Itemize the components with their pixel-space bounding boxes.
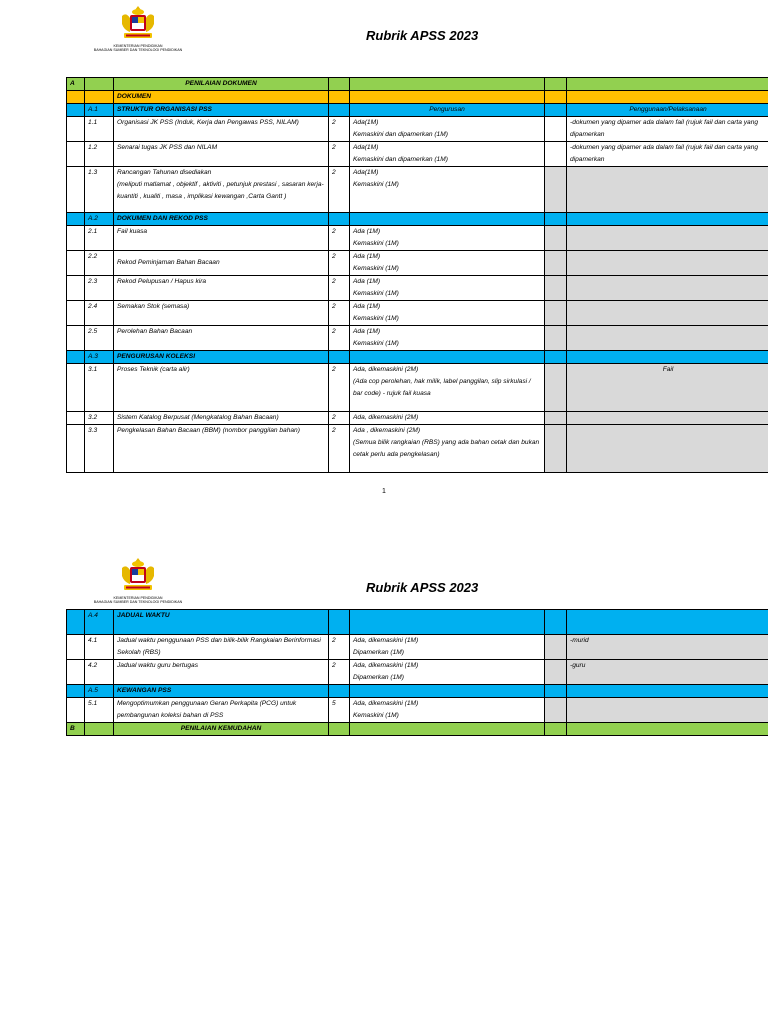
- group-row-a3: [67, 351, 768, 364]
- group-code: A.2: [85, 213, 114, 226]
- page-number: 1: [382, 488, 386, 495]
- item-mark: 2: [329, 142, 350, 167]
- section-b-row: [67, 723, 768, 736]
- item-criteria: Ada(1M) Kemaskini dan dipamerkan (1M): [350, 117, 545, 142]
- item-description: Organisasi JK PSS (Induk, Kerja dan Pengawas PSS, NILAM): [114, 117, 329, 142]
- item-usage: -guru: [567, 660, 768, 685]
- item-criteria: Ada, dikemaskini (1M) Dipamerkan (1M): [350, 660, 545, 685]
- item-description: Rekod Peminjaman Bahan Bacaan: [114, 251, 329, 276]
- item-number: 2.4: [85, 301, 114, 326]
- item-criteria: Ada (1M) Kemaskini (1M): [350, 326, 545, 351]
- division-name: BAHAGIAN SUMBER DAN TEKNOLOGI PENDIDIKAN: [93, 48, 183, 53]
- item-usage: -murid: [567, 635, 768, 660]
- item-number: 3.1: [85, 364, 114, 412]
- ministry-logo: [84, 4, 192, 60]
- table-row: [67, 251, 768, 276]
- group-code: A.1: [85, 104, 114, 117]
- column-header-pengurusan: Pengurusan: [350, 104, 545, 117]
- item-description: Proses Teknik (carta alir): [114, 364, 329, 412]
- item-number: 2.3: [85, 276, 114, 301]
- table-row: [67, 660, 768, 685]
- item-mark: 2: [329, 364, 350, 412]
- rubric-table-page2: [66, 609, 768, 736]
- group-row-a2: [67, 213, 768, 226]
- group-row-a4: [67, 610, 768, 635]
- ministry-name: KEMENTERIAN PENDIDIKAN: [113, 596, 163, 600]
- item-description: Mengoptimumkan penggunaan Geran Perkapita (PCG) untuk pembangunan koleksi bahan di PSS: [114, 698, 329, 723]
- table-row: [67, 635, 768, 660]
- item-number: 1.1: [85, 117, 114, 142]
- group-row-a1: [67, 104, 768, 117]
- item-mark: 2: [329, 276, 350, 301]
- item-description: Rekod Pelupusan / Hapus kira: [114, 276, 329, 301]
- item-number: 4.2: [85, 660, 114, 685]
- coat-of-arms-icon: [118, 4, 158, 42]
- table-row: [67, 326, 768, 351]
- item-mark: 2: [329, 167, 350, 213]
- item-mark: 2: [329, 412, 350, 425]
- item-usage: -dokumen yang dipamer ada dalam fail (rujuk fail dan carta yang dipamerkan: [567, 142, 768, 167]
- section-title: PENILAIAN DOKUMEN: [114, 78, 329, 91]
- section-title: PENILAIAN KEMUDAHAN: [114, 723, 329, 736]
- item-criteria: Ada (1M) Kemaskini (1M): [350, 276, 545, 301]
- item-criteria: Ada (1M) Kemaskini (1M): [350, 301, 545, 326]
- item-mark: 2: [329, 251, 350, 276]
- rubric-table-page1: [66, 77, 768, 473]
- table-row: [67, 425, 768, 473]
- item-usage: Fail: [567, 364, 768, 412]
- section-a-row: [67, 78, 768, 91]
- item-mark: 2: [329, 226, 350, 251]
- section-code: A: [67, 78, 85, 91]
- item-criteria: Ada (1M) Kemaskini (1M): [350, 226, 545, 251]
- item-mark: 2: [329, 301, 350, 326]
- item-description: Sistem Katalog Berpusat (Mengkatalog Bahan Bacaan): [114, 412, 329, 425]
- subsection-row: [67, 91, 768, 104]
- item-number: 3.2: [85, 412, 114, 425]
- item-number: 2.2: [85, 251, 114, 276]
- table-row: [67, 226, 768, 251]
- item-criteria: Ada(1M) Kemaskini dan dipamerkan (1M): [350, 142, 545, 167]
- item-criteria: Ada , dikemaskini (2M) (Semua bilik rangkaian (RBS) yang ada bahan cetak dan bukan cetak perlu ada pengkelasan): [350, 425, 545, 473]
- group-code: A.5: [85, 685, 114, 698]
- item-number: 2.1: [85, 226, 114, 251]
- group-title: PENGURUSAN KOLEKSI: [114, 351, 329, 364]
- coat-of-arms-icon: [118, 556, 158, 594]
- item-description: Perolehan Bahan Bacaan: [114, 326, 329, 351]
- section-code: B: [67, 723, 85, 736]
- item-criteria: Ada, dikemaskini (1M) Kemaskini (1M): [350, 698, 545, 723]
- item-number: 5.1: [85, 698, 114, 723]
- item-criteria: Ada, dikemaskini (2M): [350, 412, 545, 425]
- division-name: BAHAGIAN SUMBER DAN TEKNOLOGI PENDIDIKAN: [93, 600, 183, 605]
- item-description: Jadual waktu penggunaan PSS dan bilik-bilik Rangkaian Berinformasi Sekolah (RBS): [114, 635, 329, 660]
- table-row: [67, 142, 768, 167]
- item-mark: 2: [329, 117, 350, 142]
- table-row: [67, 276, 768, 301]
- document-title: Rubrik APSS 2023: [366, 28, 479, 43]
- item-mark: 2: [329, 326, 350, 351]
- item-number: 1.3: [85, 167, 114, 213]
- table-row: [67, 412, 768, 425]
- item-description: Pengkelasan Bahan Bacaan (BBM) (nombor panggilan bahan): [114, 425, 329, 473]
- item-number: 3.3: [85, 425, 114, 473]
- subsection-title: DOKUMEN: [114, 91, 329, 104]
- group-code: A.4: [85, 610, 114, 635]
- item-description: Semakan Stok (semasa): [114, 301, 329, 326]
- item-number: 2.5: [85, 326, 114, 351]
- item-mark: 5: [329, 698, 350, 723]
- table-row: [67, 301, 768, 326]
- item-usage: -dokumen yang dipamer ada dalam fail (rujuk fail dan carta yang dipamerkan: [567, 117, 768, 142]
- ministry-name: KEMENTERIAN PENDIDIKAN: [113, 44, 163, 48]
- item-criteria: Ada, dikemaskini (2M) (Ada cop perolehan, hak milik, label panggilan, slip sirkulasi / bar code) - rujuk fail kuasa: [350, 364, 545, 412]
- item-description: Rancangan Tahunan disediakan (meliputi matlamat , objektif , aktiviti , petunjuk prestasi , sasaran kerja- kuantiti , kualiti , masa , implikasi kewangan ,Carta Gantt ): [114, 167, 329, 213]
- group-title: KEWANGAN PSS: [114, 685, 329, 698]
- group-title: STRUKTUR ORGANISASI PSS: [114, 104, 329, 117]
- item-mark: 2: [329, 425, 350, 473]
- table-row: [67, 117, 768, 142]
- ministry-logo: [84, 556, 192, 612]
- item-description: Senarai tugas JK PSS dan NILAM: [114, 142, 329, 167]
- group-title: JADUAL WAKTU: [114, 610, 329, 635]
- item-description: Jadual waktu guru bertugas: [114, 660, 329, 685]
- item-criteria: Ada, dikemaskini (1M) Dipamerkan (1M): [350, 635, 545, 660]
- table-row: [67, 698, 768, 723]
- column-header-penggunaan: Penggunaan/Pelaksanaan: [567, 104, 768, 117]
- group-code: A.3: [85, 351, 114, 364]
- group-row-a5: [67, 685, 768, 698]
- table-row: [67, 364, 768, 412]
- item-number: 4.1: [85, 635, 114, 660]
- page1-header: [0, 0, 768, 70]
- item-mark: 2: [329, 635, 350, 660]
- document-title: Rubrik APSS 2023: [366, 580, 479, 595]
- item-description: Fail kuasa: [114, 226, 329, 251]
- table-row: [67, 167, 768, 213]
- item-criteria: Ada (1M) Kemaskini (1M): [350, 251, 545, 276]
- group-title: DOKUMEN DAN REKOD PSS: [114, 213, 329, 226]
- item-criteria: Ada(1M) Kemaskini (1M): [350, 167, 545, 213]
- item-number: 1.2: [85, 142, 114, 167]
- item-mark: 2: [329, 660, 350, 685]
